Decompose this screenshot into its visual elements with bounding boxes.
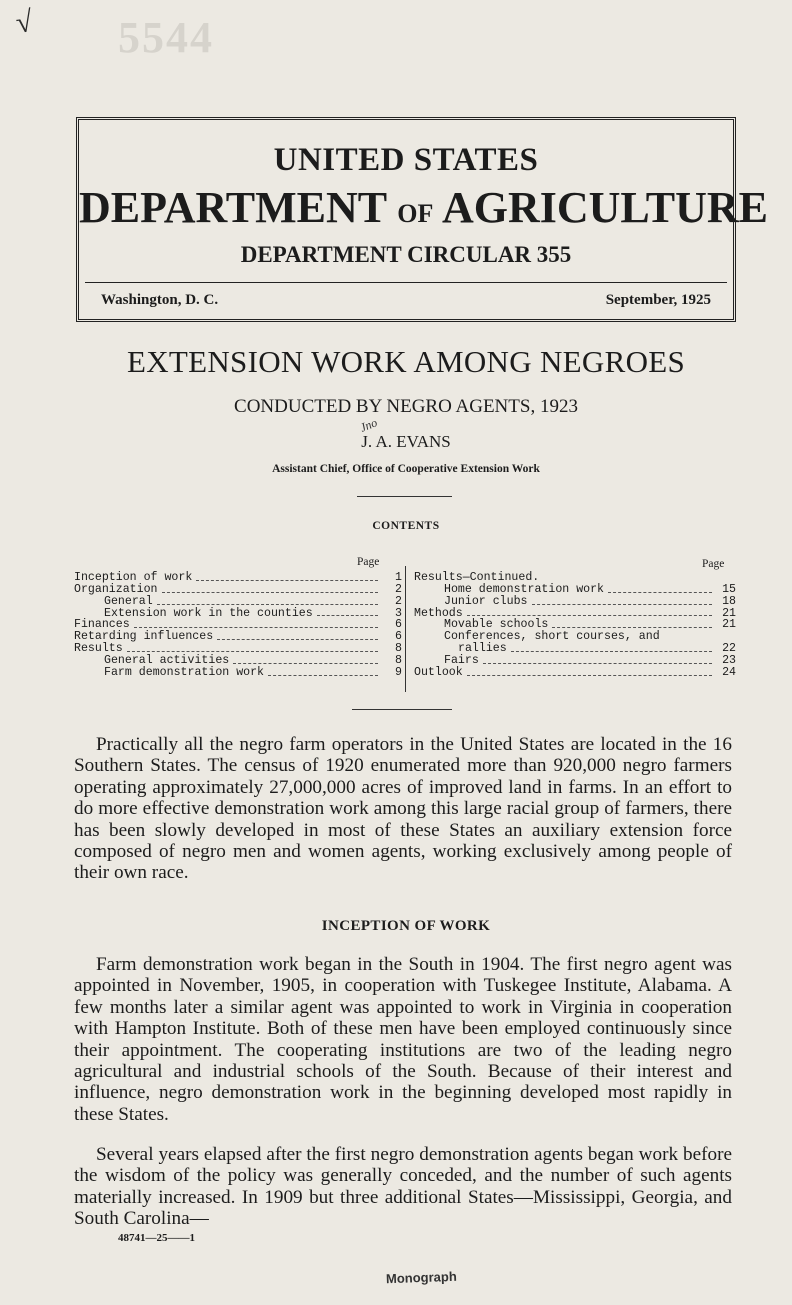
toc-entry (74, 667, 402, 679)
print-code: 48741—25——1 (118, 1232, 195, 1244)
toc-entry-page: 22 (722, 642, 736, 656)
toc-entry-page: 6 (395, 618, 402, 632)
masthead-department-of-agriculture (79, 182, 768, 233)
toc-column-divider (405, 566, 406, 692)
toc-right-column (414, 572, 736, 679)
body-paragraph: Several years elapsed after the first negro demonstration agents began work before the wisdom of the policy was generally conceded, and the number of such agents materially increased. In 1909 but three additional States—Mississippi, Georgia, and South Carolina— (74, 1144, 732, 1230)
toc-entry-page: 8 (395, 642, 402, 656)
toc-entry-page: 8 (395, 653, 402, 667)
toc-page-label-right: Page (702, 558, 725, 570)
toc-entry-text: Fairs (444, 653, 479, 667)
toc-entry (74, 596, 402, 608)
toc-leader-dots (467, 675, 712, 676)
toc-entry-text: Finances (74, 618, 130, 632)
toc-entry-page: 21 (722, 618, 736, 632)
toc-entry-page: 2 (395, 594, 402, 608)
body-paragraph: Farm demonstration work began in the South in 1904. The first negro agent was appointed in November, 1905, in cooperation with Tuskegee Institute, Alabama. A few months later a similar agent was appointed to work in Virginia in cooperation with Hampton Institute. Both of these men have been employed continuously since their appointment. The cooperating institutions are two of the leading negro agricultural and industrial schools of the South. Because of their interest and influence, negro demonstration work in the beginning developed most rapidly in these States. (74, 954, 732, 1125)
toc-entry-page: 23 (722, 653, 736, 667)
toc-entry-text: General (104, 594, 153, 608)
toc-entry-text: Retarding influences (74, 630, 214, 644)
toc-leader-dots (268, 675, 378, 676)
masthead-agriculture: AGRICULTURE (441, 183, 768, 232)
toc-leader-dots (127, 651, 378, 652)
toc-leader-dots (134, 627, 378, 628)
publication-date: September, 1925 (605, 292, 711, 308)
toc-leader-dots (196, 580, 378, 581)
toc-entry-page: 2 (395, 582, 402, 596)
handwritten-check-mark: √ (13, 5, 35, 40)
toc-leader-dots (532, 604, 713, 605)
toc-entry-page: 1 (395, 571, 402, 584)
toc-entry-text: Outlook (414, 665, 463, 679)
toc-entry-page: 3 (395, 606, 402, 620)
toc-entry-text: Results (74, 642, 123, 656)
toc-entry-text: Home demonstration work (444, 582, 605, 596)
toc-leader-dots (608, 592, 712, 593)
toc-entry (74, 655, 402, 667)
toc-entry-text: Methods (414, 606, 463, 620)
toc-entry-page: 15 (722, 582, 736, 596)
toc-entry-text: Junior clubs (444, 594, 528, 608)
divider-rule (352, 709, 452, 710)
toc-left-column (74, 572, 402, 679)
masthead-of: OF (397, 199, 434, 228)
toc-entry-text: rallies (458, 642, 507, 656)
toc-entry (414, 667, 736, 679)
handwritten-author-note: Jno (357, 415, 380, 435)
bleed-through-number: 5544 (118, 13, 214, 62)
toc-entry (74, 584, 402, 596)
toc-entry-text: Inception of work (74, 571, 193, 584)
masthead-box (76, 117, 768, 322)
masthead-department: DEPARTMENT (79, 183, 387, 232)
document-title: EXTENSION WORK AMONG NEGROES (126, 344, 686, 379)
toc-entry-text: Organization (74, 582, 158, 596)
masthead-divider (85, 282, 727, 283)
library-stamp: Monograph (385, 1268, 458, 1287)
masthead-united-states: UNITED STATES (273, 142, 539, 178)
divider-rule (357, 496, 452, 497)
toc-entry (414, 655, 736, 667)
toc-entry-page: 6 (395, 630, 402, 644)
toc-page-label-left: Page (357, 556, 380, 568)
contents-heading: CONTENTS (372, 520, 440, 532)
section-heading: INCEPTION OF WORK (321, 918, 491, 934)
toc-leader-dots (511, 651, 712, 652)
toc-leader-dots (233, 663, 378, 664)
toc-entry-page: 24 (722, 665, 736, 679)
document-subtitle: CONDUCTED BY NEGRO AGENTS, 1923 (234, 396, 578, 417)
publication-place: Washington, D. C. (101, 292, 219, 308)
body-paragraph: Practically all the negro farm operators in the United States are located in the 16 Southern States. The census of 1920 enumerated more than 920,000 negro farmers operating approximately 27,000,000 acres of improved land in farms. In an effort to do more effective demonstration work among this large racial group of farmers, there has been slowly developed in most of these States an auxiliary extension force composed of negro men and women agents, working exclusively among people of their own race. (74, 734, 732, 884)
toc-entry-text: Movable schools (444, 618, 549, 632)
toc-leader-dots (157, 604, 378, 605)
toc-entry-text: Conferences, short courses, and (444, 630, 660, 644)
toc-entry (74, 631, 402, 643)
toc-leader-dots (483, 663, 712, 664)
toc-leader-dots (217, 639, 378, 640)
circular-number: DEPARTMENT CIRCULAR 355 (240, 242, 572, 267)
author-title: Assistant Chief, Office of Cooperative Extension Work (272, 463, 540, 475)
author-name: J. A. EVANS (361, 432, 451, 451)
toc-entry-page: 9 (395, 665, 402, 679)
toc-entry-text: Farm demonstration work (104, 665, 265, 679)
toc-leader-dots (552, 627, 712, 628)
toc-entry (414, 596, 736, 608)
toc-entry-page: 21 (722, 606, 736, 620)
toc-entry-text: Extension work in the counties (104, 606, 313, 620)
toc-leader-dots (162, 592, 379, 593)
toc-leader-dots (317, 615, 378, 616)
toc-leader-dots (467, 615, 712, 616)
toc-entry-page: 18 (722, 594, 736, 608)
toc-entry-text: Results—Continued. (414, 571, 540, 584)
toc-entry-text: General activities (104, 653, 230, 667)
bleed-through-header (118, 64, 758, 94)
toc-entry (414, 584, 736, 596)
